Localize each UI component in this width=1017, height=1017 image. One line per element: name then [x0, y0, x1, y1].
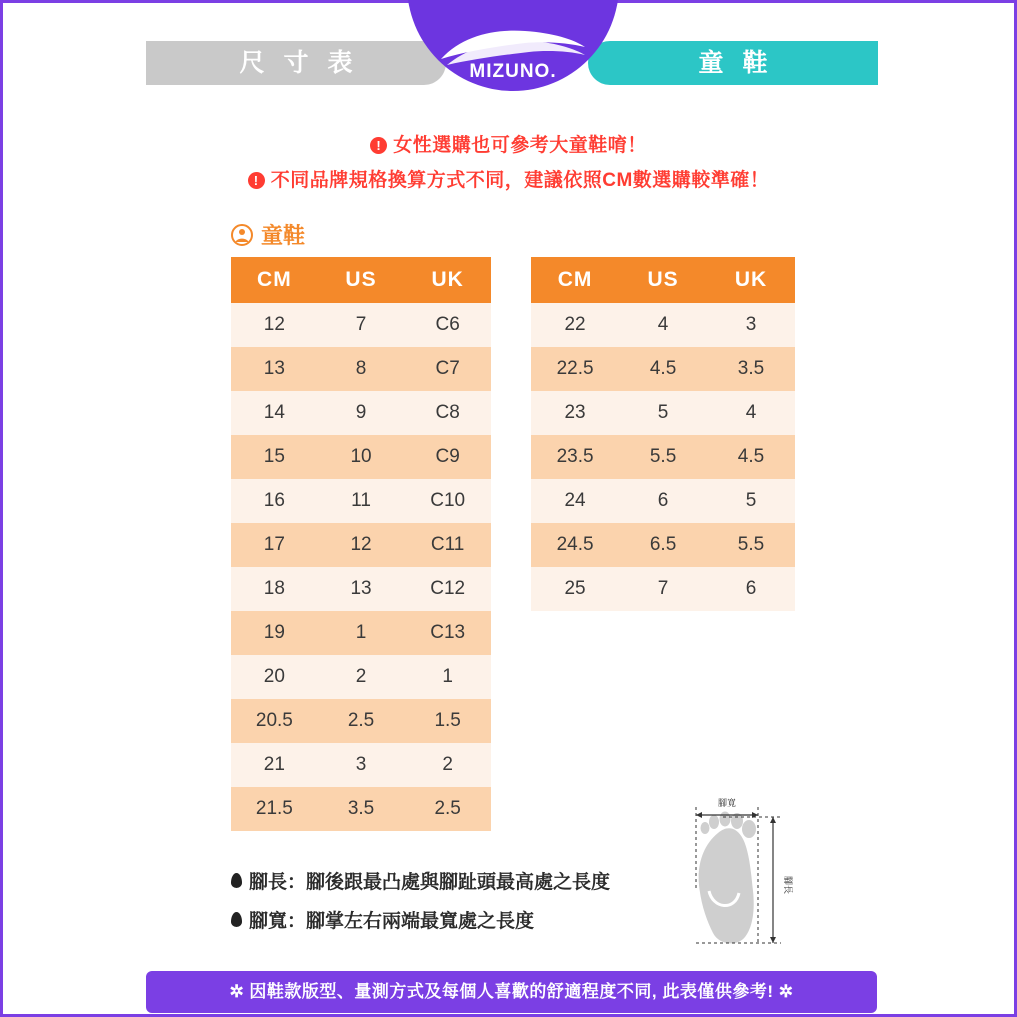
cell-cm: 16	[231, 479, 318, 523]
cell-uk: 5	[707, 479, 795, 523]
foot-measurement-diagram	[663, 793, 793, 963]
legend-text-width: 腳寬：腳掌左右兩端最寬處之長度	[249, 911, 535, 932]
table-row	[531, 391, 795, 435]
table-row	[231, 611, 491, 655]
legend-text-length: 腳長：腳後跟最凸處與腳趾頭最高處之長度	[249, 872, 611, 893]
column-header-uk: UK	[707, 257, 795, 303]
cell-us: 3.5	[318, 787, 405, 831]
cell-uk: 4	[707, 391, 795, 435]
cell-uk: C8	[404, 391, 491, 435]
cell-uk: C7	[404, 347, 491, 391]
cell-cm: 20.5	[231, 699, 318, 743]
cell-uk: 1	[404, 655, 491, 699]
cell-uk: 3.5	[707, 347, 795, 391]
cell-uk: 3	[707, 303, 795, 347]
cell-us: 7	[318, 303, 405, 347]
cell-cm: 17	[231, 523, 318, 567]
cell-us: 5	[619, 391, 707, 435]
cell-uk: 2.5	[404, 787, 491, 831]
cell-us: 4	[619, 303, 707, 347]
table-row	[231, 391, 491, 435]
table-row	[231, 303, 491, 347]
cell-cm: 24	[531, 479, 619, 523]
cell-cm: 20	[231, 655, 318, 699]
cell-us: 2	[318, 655, 405, 699]
table-row	[531, 567, 795, 611]
table-header-row	[531, 257, 795, 303]
cell-cm: 18	[231, 567, 318, 611]
table-row	[231, 435, 491, 479]
table-header-row	[231, 257, 491, 303]
header	[3, 3, 1014, 103]
length-label: 腳長	[783, 875, 793, 895]
table-row	[231, 699, 491, 743]
cell-us: 4.5	[619, 347, 707, 391]
table-row	[531, 347, 795, 391]
table-row	[531, 479, 795, 523]
cell-us: 8	[318, 347, 405, 391]
person-icon	[231, 224, 253, 246]
cell-uk: 5.5	[707, 523, 795, 567]
size-table-right	[531, 257, 795, 611]
cell-uk: 1.5	[404, 699, 491, 743]
table-row	[231, 743, 491, 787]
cell-us: 10	[318, 435, 405, 479]
exclamation-icon: !	[370, 137, 387, 154]
table-row	[531, 523, 795, 567]
column-header-cm: CM	[531, 257, 619, 303]
column-header-uk: UK	[404, 257, 491, 303]
notice-row-2	[3, 165, 1014, 192]
cell-cm: 22	[531, 303, 619, 347]
cell-cm: 21	[231, 743, 318, 787]
cell-cm: 24.5	[531, 523, 619, 567]
size-table-left	[231, 257, 491, 831]
footer-note: ✲ 因鞋款版型、量測方式及每個人喜歡的舒適程度不同, 此表僅供參考! ✲	[146, 971, 877, 1013]
cell-uk: C10	[404, 479, 491, 523]
cell-uk: 6	[707, 567, 795, 611]
cell-cm: 13	[231, 347, 318, 391]
cell-uk: 2	[404, 743, 491, 787]
exclamation-icon: !	[248, 172, 265, 189]
legend-item-width	[231, 906, 534, 933]
cell-cm: 15	[231, 435, 318, 479]
cell-uk: 4.5	[707, 435, 795, 479]
cell-us: 5.5	[619, 435, 707, 479]
table-row	[231, 347, 491, 391]
header-right-tab-label: 童 鞋	[698, 49, 774, 77]
column-header-us: US	[318, 257, 405, 303]
table-row	[231, 479, 491, 523]
cell-cm: 14	[231, 391, 318, 435]
column-header-us: US	[619, 257, 707, 303]
header-left-tab-label: 尺 寸 表	[239, 49, 359, 77]
width-label: 腳寬	[717, 798, 737, 808]
cell-us: 11	[318, 479, 405, 523]
cell-cm: 23	[531, 391, 619, 435]
cell-us: 13	[318, 567, 405, 611]
cell-us: 1	[318, 611, 405, 655]
cell-cm: 12	[231, 303, 318, 347]
cell-us: 7	[619, 567, 707, 611]
cell-cm: 21.5	[231, 787, 318, 831]
notice-text-2: 不同品牌規格換算方式不同，建議依照CM數選購較準確！	[270, 170, 770, 191]
cell-cm: 22.5	[531, 347, 619, 391]
cell-uk: C13	[404, 611, 491, 655]
drop-icon	[231, 912, 242, 927]
section-title-label: 童鞋	[261, 223, 306, 248]
cell-uk: C12	[404, 567, 491, 611]
cell-us: 12	[318, 523, 405, 567]
notice-row-1	[3, 130, 1014, 157]
cell-us: 6	[619, 479, 707, 523]
cell-us: 2.5	[318, 699, 405, 743]
cell-uk: C6	[404, 303, 491, 347]
cell-us: 6.5	[619, 523, 707, 567]
section-title	[231, 219, 305, 250]
table-row	[231, 787, 491, 831]
cell-uk: C11	[404, 523, 491, 567]
table-row	[531, 303, 795, 347]
cell-us: 3	[318, 743, 405, 787]
table-row	[531, 435, 795, 479]
table-row	[231, 567, 491, 611]
cell-cm: 19	[231, 611, 318, 655]
table-row	[231, 523, 491, 567]
notice-text-1: 女性選購也可參考大童鞋唷！	[393, 135, 647, 156]
drop-icon	[231, 873, 242, 888]
svg-text:MIZUNO.: MIZUNO.	[469, 61, 557, 81]
legend-item-length	[231, 867, 610, 894]
column-header-cm: CM	[231, 257, 318, 303]
cell-uk: C9	[404, 435, 491, 479]
cell-us: 9	[318, 391, 405, 435]
cell-cm: 23.5	[531, 435, 619, 479]
cell-cm: 25	[531, 567, 619, 611]
table-row	[231, 655, 491, 699]
mizuno-logo-icon	[407, 25, 619, 85]
